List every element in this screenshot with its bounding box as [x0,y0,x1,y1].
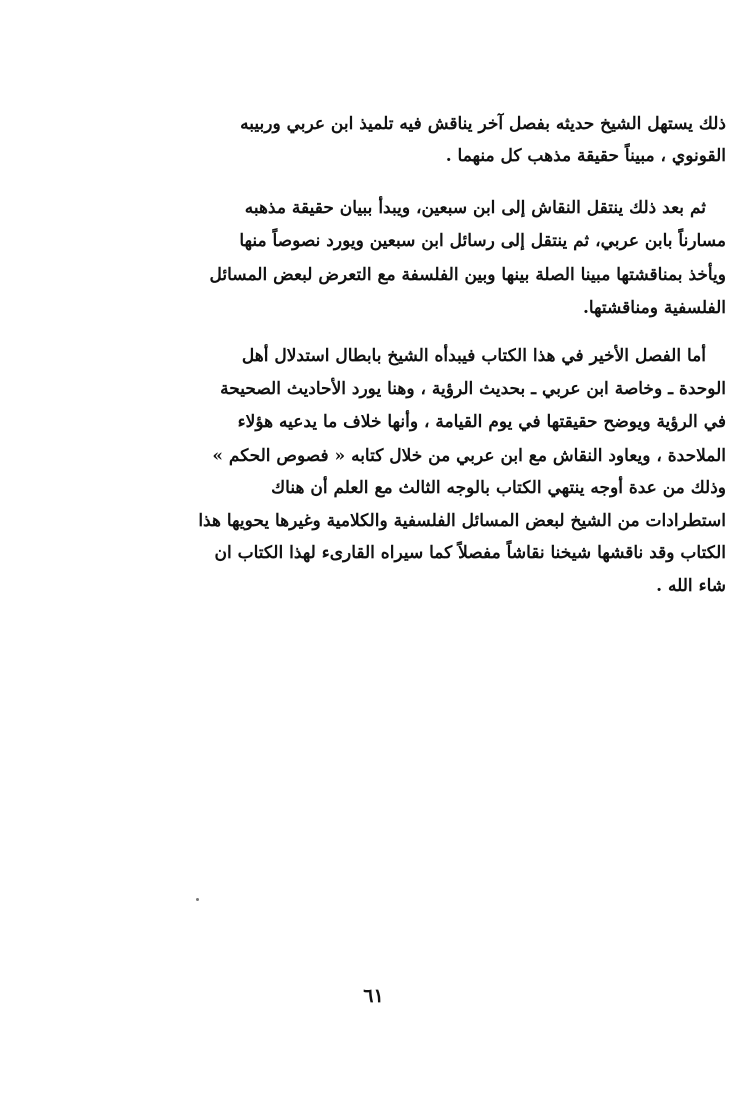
text-line: مسارناً بابن عربي، ثم ينتقل إلى رسائل ابن سبعين ويورد نصوصاً منها [239,231,726,251]
text-line: وذلك من عدة أوجه ينتهي الكتاب بالوجه الثالث مع العلم أن هناك [271,478,726,498]
page-number: ٦١ [363,985,384,1007]
text-line: أما الفصل الأخير في هذا الكتاب فيبدأه الشيخ بابطال استدلال أهل [241,346,706,366]
text-line: ذلك يستهل الشيخ حديثه بفصل آخر يناقش فيه تلميذ ابن عربي وربيبه [240,114,726,134]
text-line: الكتاب وقد ناقشها شيخنا نقاشاً مفصلاً كما سيراه القارىء لهذا الكتاب ان [214,543,726,563]
paper-speck [196,898,199,901]
text-line: شاء الله . [656,576,726,596]
text-line: القونوي ، مبيناً حقيقة مذهب كل منهما . [445,146,726,166]
text-line: الفلسفية ومناقشتها. [582,298,726,318]
text-line: استطرادات من الشيخ لبعض المسائل الفلسفية والكلامية وغيرها يحويها هذا [198,511,726,531]
text-line: الملاحدة ، ويعاود النقاش مع ابن عربي من خلال كتابه « فصوص الحكم » [212,446,726,466]
text-line: ثم بعد ذلك ينتقل النقاش إلى ابن سبعين، ويبدأ ببيان حقيقة مذهبه [244,198,706,218]
text-line: ويأخذ بمناقشتها مبينا الصلة بينها وبين الفلسفة مع التعرض لبعض المسائل [209,265,726,285]
text-line: الوحدة ـ وخاصة ابن عربي ـ بحديث الرؤية ، وهنا يورد الأحاديث الصحيحة [220,379,726,399]
text-line: في الرؤية ويوضح حقيقتها في يوم القيامة ، وأنها خلاف ما يدعيه هؤلاء [237,412,726,432]
